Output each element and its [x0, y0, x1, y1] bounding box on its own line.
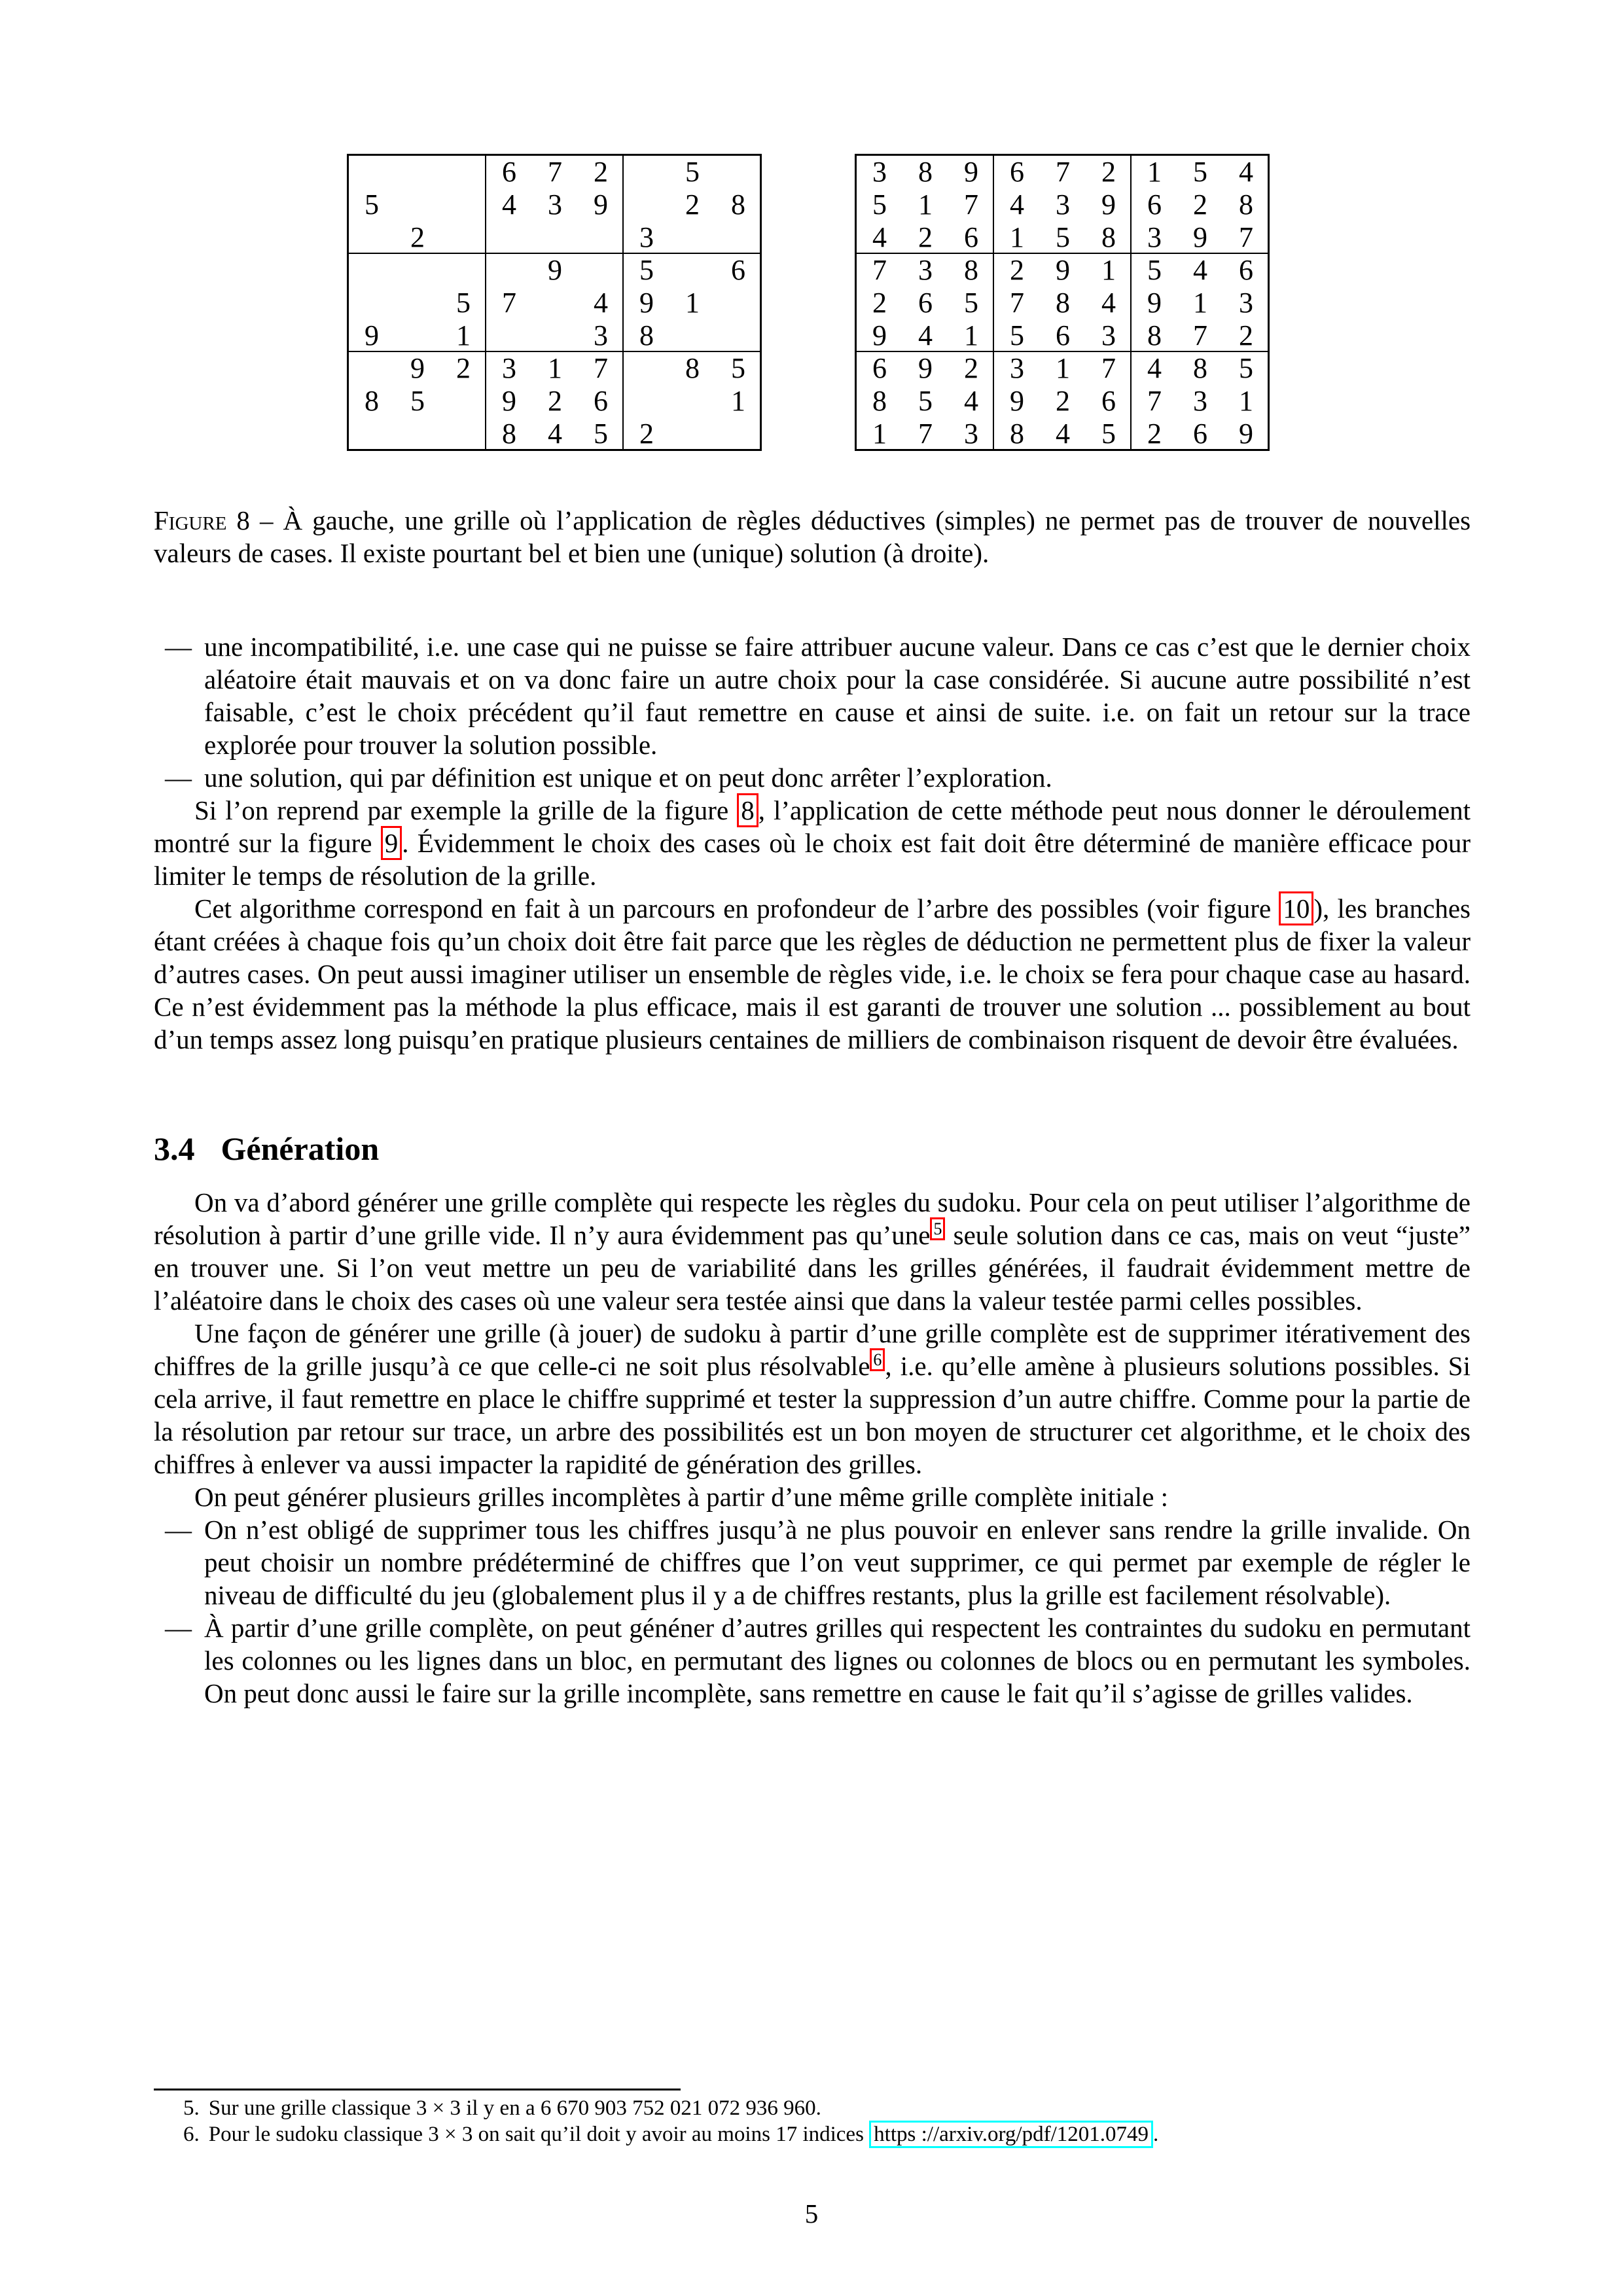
sudoku-cell: 3: [639, 221, 654, 253]
dash-bullet: —: [165, 1515, 192, 1545]
sudoku-cell: 8: [1147, 319, 1162, 351]
sudoku-cell: 7: [502, 287, 516, 319]
figure-caption-text: À gauche, une grille où l’application de règles déductives (simples) ne permet pas de trouver de nouvelles valeurs de cases. Il existe pourtant bel et bien une (unique) solution (à droite).: [154, 505, 1471, 568]
dash-bullet: —: [165, 1613, 192, 1643]
list-item: [165, 761, 1471, 794]
paragraph-text: Cet algorithme correspond en fait à un parcours en profondeur de l’arbre des possibles (voir figure: [194, 893, 1279, 924]
sudoku-cell: [578, 254, 624, 287]
paragraph-text: Si l’on reprend par exemple la grille de la figure: [194, 795, 738, 825]
sudoku-cell: 1: [548, 352, 562, 384]
sudoku-cell: 2: [594, 156, 608, 188]
sudoku-cell: [486, 319, 532, 352]
sudoku-cell: 3: [1010, 352, 1024, 384]
dash-list-generation-options: [154, 1513, 1471, 1710]
sudoku-cell: 8: [1193, 352, 1207, 384]
sudoku-cell: [440, 418, 486, 450]
sudoku-cell: 4: [1010, 188, 1024, 221]
sudoku-cell: 4: [502, 188, 516, 221]
sudoku-cell: 1: [1101, 254, 1116, 286]
sudoku-cell: [349, 254, 395, 287]
sudoku-cell: 3: [1056, 188, 1070, 221]
sudoku-cell: 9: [502, 385, 516, 417]
footnote-text: Pour le sudoku classique 3 × 3 on sait qu’il doit y avoir au moins 17 indices: [208, 2123, 870, 2146]
sudoku-cell: 5: [1056, 221, 1070, 253]
sudoku-cell: 8: [964, 254, 978, 286]
sudoku-cell: 5: [1147, 254, 1162, 286]
sudoku-cell: 5: [410, 385, 425, 417]
list-item-text: une incompatibilité, i.e. une case qui ne puisse se faire attribuer aucune valeur. Dans ce cas c’est que le dernier choix aléatoire était mauvais et on va donc faire un autre choix pour la case considérée. Si aucune autre possibilité n’est faisable, c’est le choix précédent qu’il faut remettre en cause et ainsi de suite. i.e. on fait un retour sur la trace explorée pour trouver la solution possible.: [204, 632, 1471, 760]
sudoku-block: [348, 351, 486, 450]
sudoku-cell: 4: [1193, 254, 1207, 286]
sudoku-cell: 9: [872, 319, 887, 351]
sudoku-cell: 1: [872, 418, 887, 450]
sudoku-cell: 2: [1239, 319, 1253, 351]
sudoku-cell: 8: [639, 319, 654, 351]
sudoku-cell: 9: [1239, 418, 1253, 450]
sudoku-cell: 6: [964, 221, 978, 253]
figure-caption-label: Figure 8: [154, 505, 250, 535]
sudoku-cell: [532, 319, 578, 352]
paragraph-text: . Évidemment le choix des cases où le choix est fait doit être déterminé de manière efficace pour limiter le temps de résolution de la grille.: [154, 828, 1471, 891]
sudoku-cell: 4: [964, 385, 978, 417]
sudoku-block: [1131, 351, 1268, 450]
sudoku-cell: 1: [685, 287, 700, 319]
paragraph-text: Une façon de générer une grille (à jouer) de sudoku à partir d’une grille complète est de supprimer itérativement des chiffres de la grille jusqu’à ce que celle-ci ne soit plus résolvable: [154, 1318, 1471, 1381]
sudoku-cell: 8: [1239, 188, 1253, 221]
sudoku-cell: 9: [548, 254, 562, 286]
sudoku-cell: 7: [1239, 221, 1253, 253]
sudoku-cell: 3: [918, 254, 933, 286]
sudoku-cell: 7: [872, 254, 887, 286]
sudoku-cell: 4: [1239, 156, 1253, 188]
sudoku-cell: 1: [918, 188, 933, 221]
sudoku-cell: [440, 254, 486, 287]
sudoku-block: [993, 351, 1131, 450]
list-item-text: une solution, qui par définition est unique et on peut donc arrêter l’exploration.: [204, 762, 1052, 793]
sudoku-cell: 4: [1147, 352, 1162, 384]
sudoku-block: [623, 351, 760, 450]
sudoku-cell: 2: [456, 352, 471, 384]
footnote-text: Sur une grille classique 3 × 3 il y en a 6 670 903 752 021 072 936 960.: [208, 2096, 821, 2120]
sudoku-cell: [395, 287, 440, 319]
paragraph-text: , l’application de cette méthode peut nous donner le déroulement montré sur la figure: [154, 795, 1471, 858]
sudoku-cell: 4: [918, 319, 933, 351]
paragraph-algorithme: [154, 892, 1471, 1056]
sudoku-block: [348, 155, 486, 253]
sudoku-cell: 2: [964, 352, 978, 384]
sudoku-cell: [349, 221, 395, 254]
sudoku-cell: 8: [502, 418, 516, 450]
sudoku-cell: 8: [918, 156, 933, 188]
sudoku-cell: 2: [685, 188, 700, 221]
sudoku-cell: 7: [964, 188, 978, 221]
sudoku-cell: [715, 156, 761, 188]
sudoku-cell: 4: [1056, 418, 1070, 450]
dash-bullet: —: [165, 632, 192, 662]
sudoku-cell: 3: [1101, 319, 1116, 351]
sudoku-cell: [349, 418, 395, 450]
sudoku-cell: 1: [456, 319, 471, 351]
sudoku-cell: [349, 352, 395, 385]
sudoku-cell: 1: [731, 385, 745, 417]
sudoku-cell: 4: [872, 221, 887, 253]
sudoku-cell: [715, 418, 761, 450]
sudoku-cell: [395, 156, 440, 188]
sudoku-cell: 5: [456, 287, 471, 319]
sudoku-cell: 5: [594, 418, 608, 450]
sudoku-cell: [624, 352, 669, 385]
sudoku-cell: 6: [872, 352, 887, 384]
sudoku-cell: 3: [548, 188, 562, 221]
sudoku-cell: 9: [964, 156, 978, 188]
sudoku-cell: 5: [1101, 418, 1116, 450]
footnote-6-link[interactable]: 6: [870, 1348, 885, 1371]
footnote-ref-5: [930, 1217, 945, 1240]
sudoku-cell: 3: [872, 156, 887, 188]
footnote-6: [154, 2121, 1471, 2147]
section-heading-generation: [154, 1129, 1471, 1168]
paragraph-text: On va d’abord générer une grille complète qui respecte les règles du sudoku. Pour cela on peut utiliser l’algorithme de résolution à partir d’une grille vide. Il n’y aura évidemment pas qu’une: [154, 1187, 1471, 1250]
sudoku-cell: 1: [1193, 287, 1207, 319]
sudoku-cell: 2: [1101, 156, 1116, 188]
sudoku-cell: 9: [1101, 188, 1116, 221]
sudoku-cell: 6: [918, 287, 933, 319]
dash-list-backtrack-outcomes: [154, 630, 1471, 794]
sudoku-grid-solution: [855, 154, 1270, 451]
sudoku-cell: 5: [1010, 319, 1024, 351]
sudoku-cell: 9: [918, 352, 933, 384]
sudoku-block: [486, 351, 623, 450]
dash-bullet: —: [165, 762, 192, 793]
sudoku-cell: 2: [639, 418, 654, 450]
sudoku-cell: [349, 156, 395, 188]
sudoku-cell: 2: [1056, 385, 1070, 417]
sudoku-cell: [395, 254, 440, 287]
sudoku-cell: [669, 221, 715, 254]
paragraph-generation-2: [154, 1317, 1471, 1480]
sudoku-cell: 5: [1239, 352, 1253, 384]
section-number: 3.4: [154, 1130, 195, 1167]
figure-9-link[interactable]: 9: [381, 826, 402, 860]
sudoku-cell: 9: [1010, 385, 1024, 417]
sudoku-block: [486, 155, 623, 253]
sudoku-cell: 7: [1147, 385, 1162, 417]
sudoku-block: [993, 155, 1131, 253]
sudoku-block: [856, 351, 993, 450]
sudoku-block: [1131, 155, 1268, 253]
sudoku-cell: 6: [594, 385, 608, 417]
sudoku-block: [623, 155, 760, 253]
sudoku-cell: 3: [594, 319, 608, 351]
sudoku-cell: 1: [1239, 385, 1253, 417]
sudoku-cell: 7: [918, 418, 933, 450]
sudoku-cell: 5: [1193, 156, 1207, 188]
sudoku-cell: 5: [731, 352, 745, 384]
sudoku-cell: 1: [1147, 156, 1162, 188]
sudoku-cell: 2: [918, 221, 933, 253]
paragraph-text: ), les branches étant créées à chaque fois qu’un choix doit être fait parce que les règles de déduction ne permettent plus de fixer la valeur d’autres cases. On peut aussi imaginer utiliser un ensemble de règles vide, i.e. le choix se fera pour chaque case au hasard. Ce n’est évidemment pas la méthode la plus efficace, mais il est garanti de trouver une solution ... possiblement au bout d’un temps assez long puisqu’en pratique plusieurs centaines de milliers de combinaison risquent de devoir être évaluées.: [154, 893, 1471, 1054]
figure-caption: [154, 504, 1471, 569]
sudoku-cell: 9: [1147, 287, 1162, 319]
sudoku-cell: [669, 319, 715, 352]
sudoku-cell: 9: [1193, 221, 1207, 253]
sudoku-cell: [624, 385, 669, 418]
sudoku-block: [856, 253, 993, 351]
sudoku-cell: 8: [872, 385, 887, 417]
sudoku-cell: [624, 156, 669, 188]
sudoku-cell: 2: [1147, 418, 1162, 450]
figure-8-link[interactable]: 8: [737, 793, 758, 827]
sudoku-block: [993, 253, 1131, 351]
sudoku-cell: 7: [1010, 287, 1024, 319]
list-item: [165, 1611, 1471, 1710]
sudoku-cell: 9: [410, 352, 425, 384]
sudoku-cell: 9: [1056, 254, 1070, 286]
sudoku-cell: 6: [731, 254, 745, 286]
footnote-5-link[interactable]: 5: [930, 1217, 945, 1240]
sudoku-block: [623, 253, 760, 351]
sudoku-cell: 8: [685, 352, 700, 384]
sudoku-cell: 3: [1239, 287, 1253, 319]
paragraph-text: , i.e. qu’elle amène à plusieurs solutions possibles. Si cela arrive, il faut remettre en place le chiffre supprimé et tester la suppression d’un autre chiffre. Comme pour la partie de la résolution par retour sur trace, un arbre des possibilités est un bon moyen de structurer cet algorithme, et le choix des chiffres à enlever va aussi impacter la rapidité de génération des grilles.: [154, 1351, 1471, 1479]
sudoku-cell: 4: [548, 418, 562, 450]
sudoku-cell: [440, 156, 486, 188]
sudoku-block: [1131, 253, 1268, 351]
section-title: Génération: [221, 1130, 380, 1167]
sudoku-cell: 6: [1010, 156, 1024, 188]
sudoku-cell: [669, 385, 715, 418]
footnote-text: .: [1153, 2123, 1159, 2146]
list-item-text: On n’est obligé de supprimer tous les chiffres jusqu’à ne plus pouvoir en enlever sans rendre la grille invalide. On peut choisir un nombre prédéterminé de chiffres que l’on veut supprimer, ce qui permet par exemple de régler le niveau de difficulté du jeu (globalement plus il y a de chiffres restants, plus la grille est facilement résolvable).: [204, 1515, 1471, 1610]
sudoku-cell: 5: [685, 156, 700, 188]
footnote-ref-6: [870, 1348, 885, 1371]
sudoku-cell: 8: [1010, 418, 1024, 450]
sudoku-cell: [349, 287, 395, 319]
sudoku-cell: [669, 418, 715, 450]
sudoku-cell: 7: [1193, 319, 1207, 351]
sudoku-cell: 8: [731, 188, 745, 221]
list-item-text: À partir d’une grille complète, on peut généner d’autres grilles qui respectent les contraintes du sudoku en permutant les colonnes ou les lignes dans un bloc, en permutant des lignes ou colonnes de blocs ou en permutant les symboles. On peut donc aussi le faire sur la grille incomplète, sans remettre en cause le fait qu’il s’agisse de grilles valides.: [204, 1613, 1471, 1708]
sudoku-cell: 5: [918, 385, 933, 417]
list-item: [165, 1513, 1471, 1611]
sudoku-block: [348, 253, 486, 351]
sudoku-cell: 7: [594, 352, 608, 384]
sudoku-cell: [486, 254, 532, 287]
paragraph-plusieurs: On peut générer plusieurs grilles incomplètes à partir d’une même grille complète initiale :: [194, 1482, 1169, 1512]
sudoku-cell: 9: [639, 287, 654, 319]
figure-caption-separator: –: [259, 505, 274, 535]
sudoku-cell: 8: [1101, 221, 1116, 253]
sudoku-cell: 5: [964, 287, 978, 319]
sudoku-cell: 6: [1056, 319, 1070, 351]
sudoku-cell: 7: [1101, 352, 1116, 384]
sudoku-cell: 6: [1193, 418, 1207, 450]
sudoku-cell: [440, 385, 486, 418]
sudoku-cell: 2: [548, 385, 562, 417]
sudoku-cell: 6: [1147, 188, 1162, 221]
sudoku-cell: [395, 418, 440, 450]
sudoku-cell: 3: [502, 352, 516, 384]
sudoku-cell: 5: [872, 188, 887, 221]
sudoku-cell: [440, 188, 486, 221]
sudoku-cell: [624, 188, 669, 221]
sudoku-cell: [395, 319, 440, 352]
paragraph-reprend: [154, 794, 1471, 892]
sudoku-cell: 6: [1101, 385, 1116, 417]
sudoku-cell: 3: [964, 418, 978, 450]
sudoku-cell: 1: [1056, 352, 1070, 384]
paragraph-generation-1: [154, 1186, 1471, 1317]
sudoku-cell: 2: [1193, 188, 1207, 221]
sudoku-cell: 2: [872, 287, 887, 319]
footnote-5: [154, 2095, 1471, 2121]
sudoku-cell: [532, 287, 578, 319]
sudoku-cell: [578, 221, 624, 254]
sudoku-cell: 1: [964, 319, 978, 351]
sudoku-block: [486, 253, 623, 351]
sudoku-cell: [715, 287, 761, 319]
sudoku-cell: 6: [1239, 254, 1253, 286]
sudoku-cell: [532, 221, 578, 254]
sudoku-cell: 6: [502, 156, 516, 188]
sudoku-cell: 2: [1010, 254, 1024, 286]
sudoku-cell: 5: [365, 188, 379, 221]
sudoku-cell: 8: [1056, 287, 1070, 319]
sudoku-cell: 7: [1056, 156, 1070, 188]
page-number: 5: [804, 2198, 819, 2229]
sudoku-cell: [669, 254, 715, 287]
sudoku-block: [856, 155, 993, 253]
footnotes: [154, 2095, 1471, 2147]
sudoku-cell: [486, 221, 532, 254]
paragraph-text: seule solution dans ce cas, mais on veut “juste” en trouver une. Si l’on veut mettre un peu de variabilité dans les grilles générées, il faudrait évidemment mettre de l’aléatoire dans le choix des cases où une valeur sera testée ainsi que dans la valeur testée parmi celles possibles.: [154, 1220, 1471, 1316]
sudoku-cell: 8: [365, 385, 379, 417]
sudoku-cell: [440, 221, 486, 254]
sudoku-cell: [715, 221, 761, 254]
sudoku-cell: 1: [1010, 221, 1024, 253]
sudoku-cell: 4: [1101, 287, 1116, 319]
sudoku-grid-puzzle: [347, 154, 762, 451]
sudoku-cell: 9: [594, 188, 608, 221]
footnote-rule: [154, 2089, 681, 2090]
sudoku-cell: [715, 319, 761, 352]
sudoku-cell: 3: [1147, 221, 1162, 253]
sudoku-cell: 3: [1193, 385, 1207, 417]
sudoku-cell: 2: [410, 221, 425, 253]
sudoku-cell: 4: [594, 287, 608, 319]
sudoku-cell: 9: [365, 319, 379, 351]
sudoku-cell: 5: [639, 254, 654, 286]
body-text-block-2: [154, 1129, 1471, 1710]
list-item: [165, 630, 1471, 761]
footnote-marker: 5.: [183, 2096, 200, 2120]
sudoku-cell: 7: [548, 156, 562, 188]
figure-10-link[interactable]: 10: [1279, 891, 1313, 925]
arxiv-url-link[interactable]: https ://arxiv.org/pdf/1201.0749: [869, 2121, 1153, 2148]
body-text-block-1: [154, 630, 1471, 1056]
footnote-marker: 6.: [183, 2123, 200, 2146]
sudoku-cell: [395, 188, 440, 221]
